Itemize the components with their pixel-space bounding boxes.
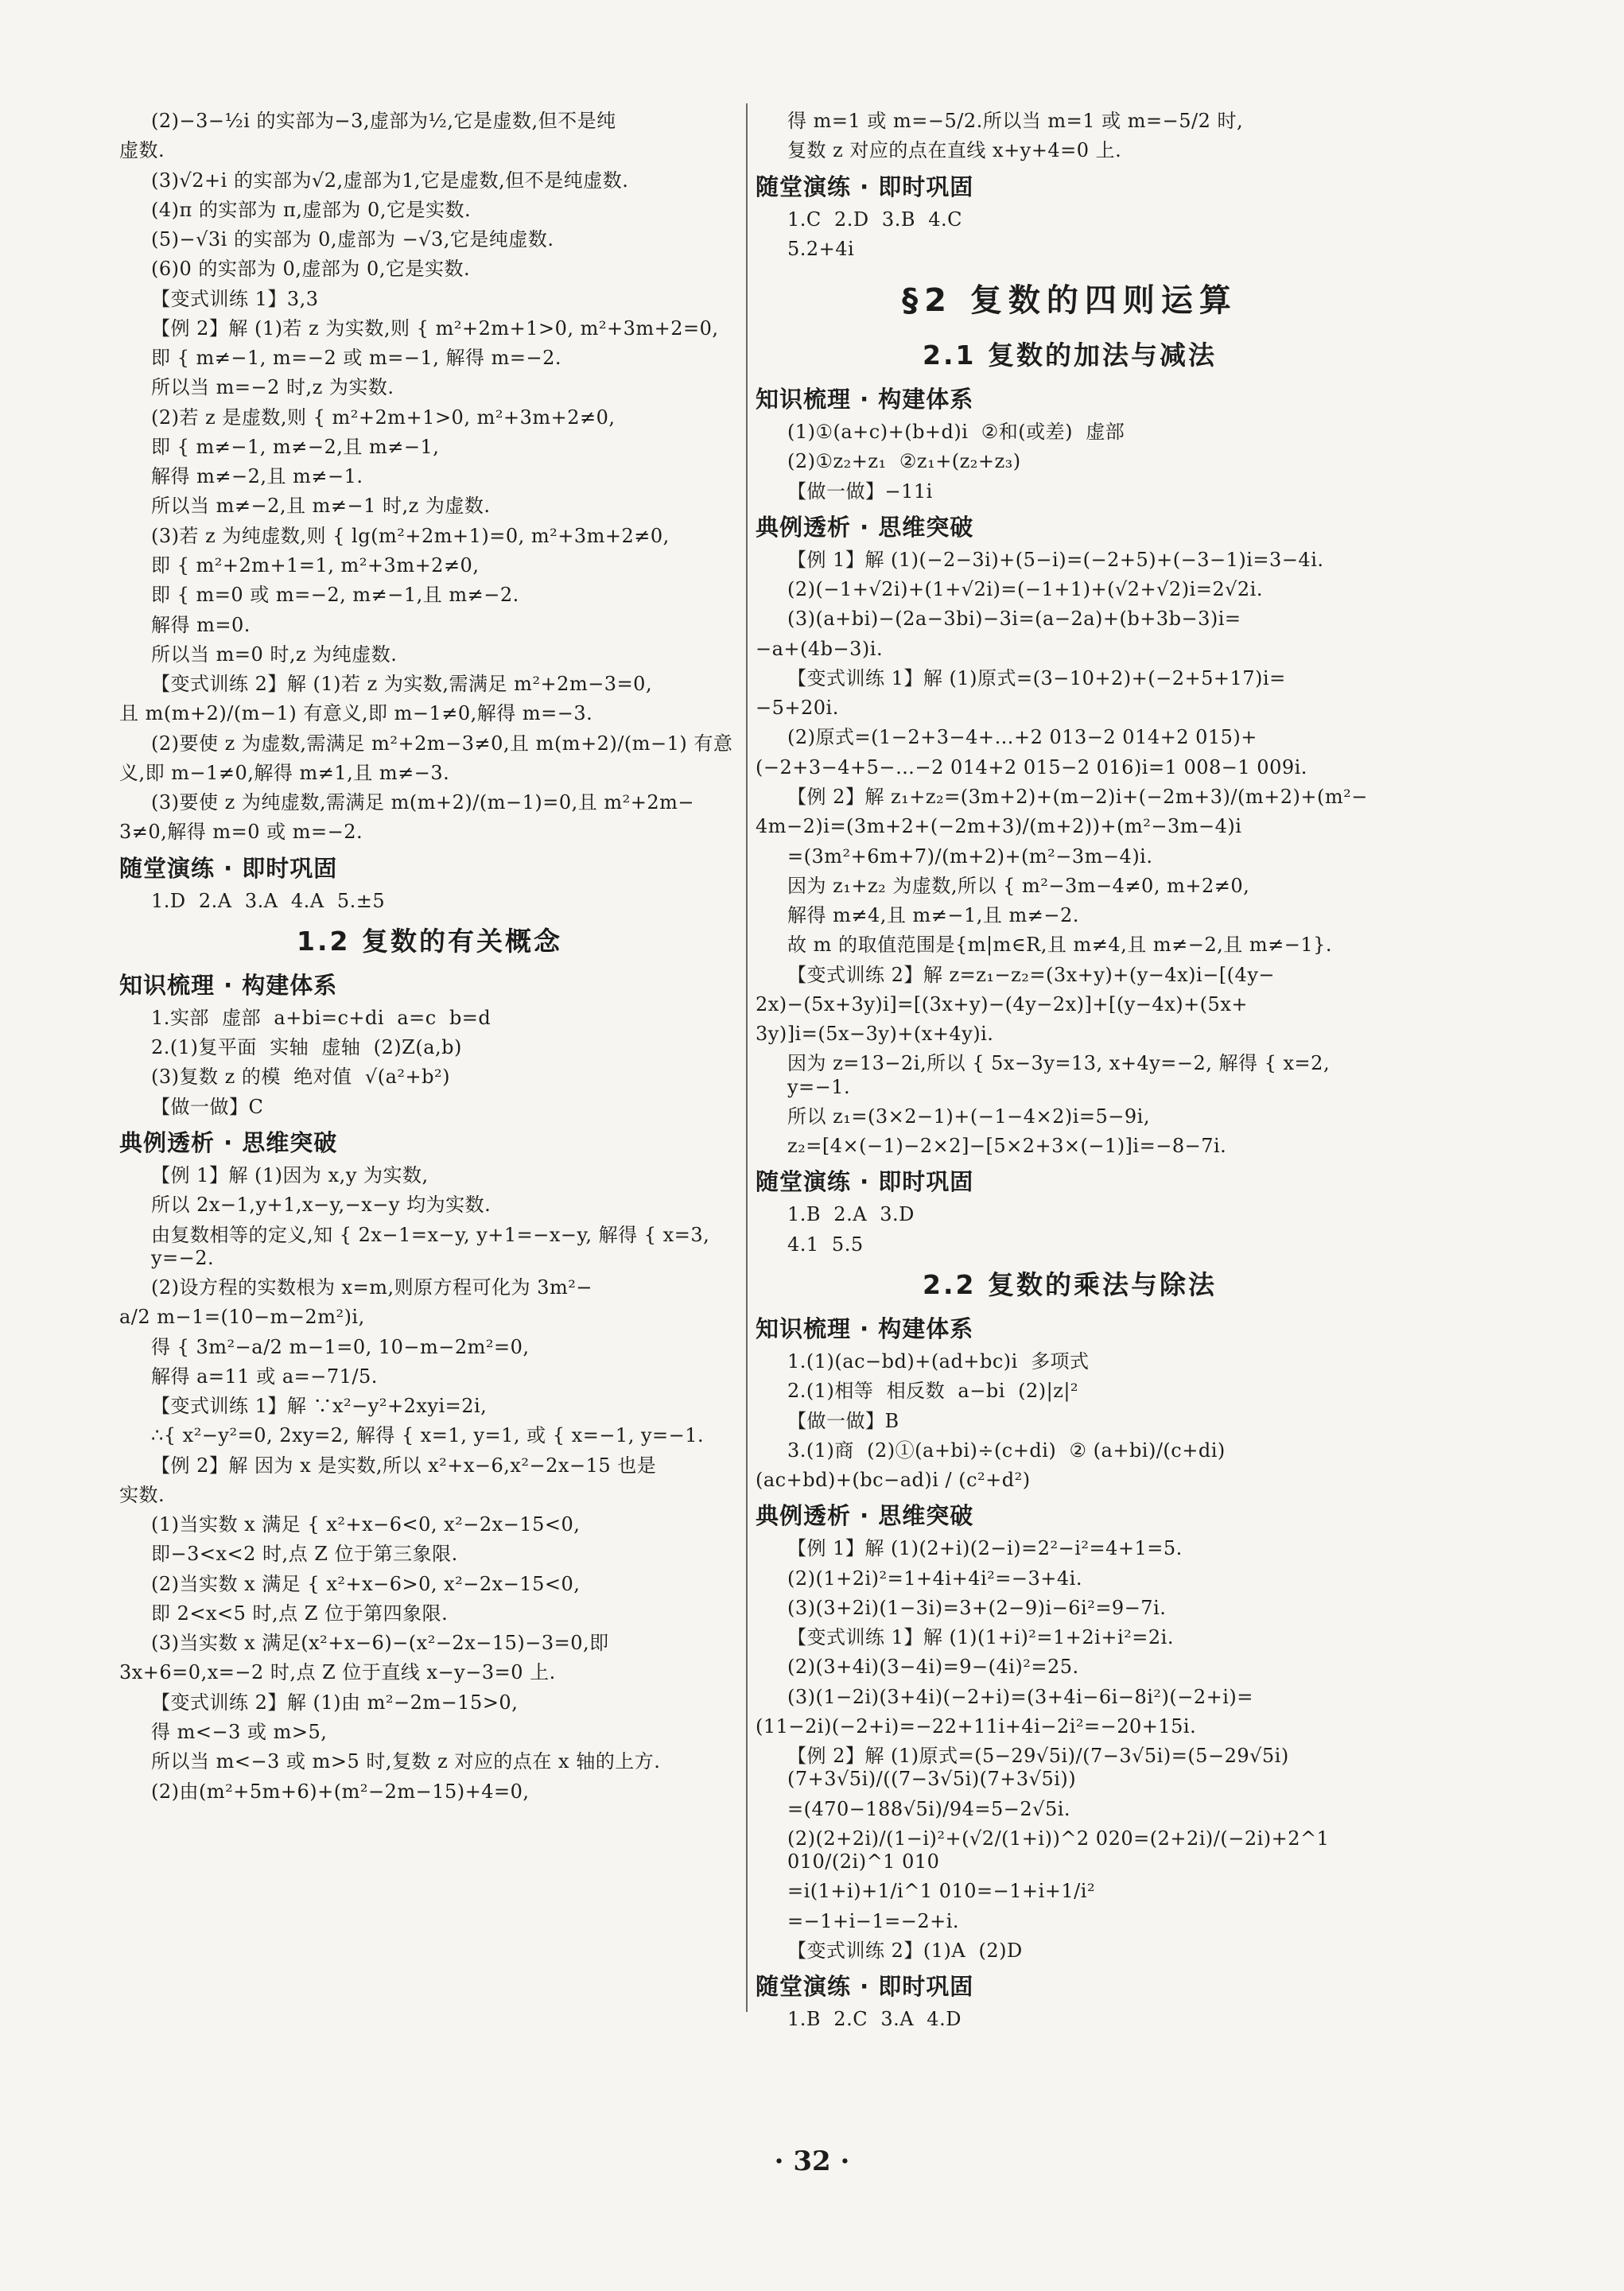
- text-line: 得 { 3m²−a/2 m−1=0, 10−m−2m²=0,: [151, 1335, 530, 1358]
- text-line: (1)①(a+c)+(b+d)i ②和(或差) 虚部: [787, 421, 1125, 444]
- section-heading: 典例透析 · 思维突破: [119, 1128, 338, 1156]
- text-line: 即 2<x<5 时,点 Z 位于第四象限.: [151, 1602, 449, 1625]
- text-line: =(470−188√5i)/94=5−2√5i.: [787, 1797, 1071, 1820]
- text-line: 得 m=1 或 m=−5/2.所以当 m=1 或 m=−5/2 时,: [787, 110, 1244, 132]
- section-heading: 知识梳理 · 构建体系: [119, 971, 338, 999]
- text-line: (3)(a+bi)−(2a−3bi)−3i=(a−2a)+(b+3b−3)i=: [787, 608, 1241, 631]
- text-line: 所以当 m<−3 或 m>5 时,复数 z 对应的点在 x 轴的上方.: [151, 1750, 661, 1773]
- text-line: 1.B 2.C 3.A 4.D: [787, 2008, 962, 2031]
- text-line: 【变式训练 2】解 z=z₁−z₂=(3x+y)+(y−4x)i−[(4y−: [787, 963, 1275, 986]
- text-line: 即 { m≠−1, m=−2 或 m=−1, 解得 m=−2.: [151, 347, 562, 370]
- text-line: 故 m 的取值范围是{m|m∈R,且 m≠4,且 m≠−2,且 m≠−1}.: [787, 934, 1333, 957]
- text-line: =i(1+i)+1/i^1 010=−1+i+1/i²: [787, 1880, 1096, 1903]
- text-line: (2)原式=(1−2+3−4+…+2 013−2 014+2 015)+: [787, 726, 1257, 749]
- text-line: a/2 m−1=(10−m−2m²)i,: [119, 1306, 365, 1329]
- text-line: 【例 1】解 (1)(−2−3i)+(5−i)=(−2+5)+(−3−1)i=3−4i.: [787, 548, 1324, 571]
- text-line: 2.(1)复平面 实轴 虚轴 (2)Z(a,b): [151, 1036, 462, 1059]
- text-line: −a+(4b−3)i.: [756, 637, 884, 660]
- text-line: 由复数相等的定义,知 { 2x−1=x−y, y+1=−x−y, 解得 { x=3, y=−2.: [151, 1223, 717, 1269]
- text-line: 【例 2】解 (1)原式=(5−29√5i)/(7−3√5i)=(5−29√5i)(7+3√5i)/((7−3√5i)(7+3√5i)): [787, 1745, 1289, 1791]
- text-line: (3)复数 z 的模 绝对值 √(a²+b²): [151, 1066, 450, 1089]
- text-line: 所以 2x−1,y+1,x−y,−x−y 均为实数.: [151, 1194, 491, 1217]
- text-line: 虚数.: [119, 139, 165, 162]
- text-line: (2)要使 z 为虚数,需满足 m²+2m−3≠0,且 m(m+2)/(m−1) 有意: [151, 732, 733, 755]
- section-heading: 知识梳理 · 构建体系: [756, 1314, 974, 1342]
- text-line: (2)(3+4i)(3−4i)=9−(4i)²=25.: [787, 1656, 1079, 1679]
- page-number: · 32 ·: [774, 2145, 850, 2177]
- text-line: 因为 z₁+z₂ 为虚数,所以 { m²−3m−4≠0, m+2≠0,: [787, 874, 1250, 897]
- text-line: 即 { m²+2m+1=1, m²+3m+2≠0,: [151, 553, 480, 577]
- text-line: 【例 1】解 (1)因为 x,y 为实数,: [151, 1163, 429, 1186]
- text-line: ∴{ x²−y²=0, 2xy=2, 解得 { x=1, y=1, 或 { x=−1, y=−1.: [151, 1424, 705, 1447]
- text-line: 【做一做】C: [151, 1095, 264, 1118]
- section-heading: 随堂演练 · 即时巩固: [756, 1973, 974, 2001]
- text-line: 【变式训练 1】解 (1)(1+i)²=1+2i+i²=2i.: [787, 1626, 1174, 1649]
- text-line: 3x+6=0,x=−2 时,点 Z 位于直线 x−y−3=0 上.: [119, 1661, 556, 1684]
- text-line: 【例 2】解 (1)若 z 为实数,则 { m²+2m+1>0, m²+3m+2=0,: [151, 316, 719, 340]
- text-line: (ac+bd)+(bc−ad)i / (c²+d²): [756, 1469, 1031, 1492]
- text-line: (2)(1+2i)²=1+4i+4i²=−3+4i.: [787, 1567, 1082, 1590]
- text-line: 【例 1】解 (1)(2+i)(2−i)=2²−i²=4+1=5.: [787, 1537, 1183, 1560]
- section-heading: 随堂演练 · 即时巩固: [119, 854, 338, 882]
- text-line: (5)−√3i 的实部为 0,虚部为 −√3,它是纯虚数.: [151, 228, 554, 251]
- text-line: 所以当 m=−2 时,z 为实数.: [151, 376, 394, 399]
- text-line: (4)π 的实部为 π,虚部为 0,它是实数.: [151, 198, 472, 221]
- text-line: 解得 m≠−2,且 m≠−1.: [151, 465, 363, 488]
- text-line: (2)若 z 是虚数,则 { m²+2m+1>0, m²+3m+2≠0,: [151, 406, 616, 429]
- text-line: 1.B 2.A 3.D: [787, 1203, 915, 1226]
- text-line: 义,即 m−1≠0,解得 m≠1,且 m≠−3.: [119, 761, 450, 784]
- text-line: 1.D 2.A 3.A 4.A 5.±5: [151, 889, 386, 912]
- text-line: 解得 m≠4,且 m≠−1,且 m≠−2.: [787, 904, 1079, 927]
- text-line: 【做一做】−11i: [787, 480, 933, 503]
- text-line: (3)(1−2i)(3+4i)(−2+i)=(3+4i−6i−8i²)(−2+i)=: [787, 1685, 1253, 1708]
- section-heading: 典例透析 · 思维突破: [756, 1502, 974, 1530]
- text-line: (1)当实数 x 满足 { x²+x−6<0, x²−2x−15<0,: [151, 1513, 581, 1536]
- left-column: [119, 110, 740, 1810]
- text-line: 即−3<x<2 时,点 Z 位于第三象限.: [151, 1543, 458, 1566]
- text-line: 【例 2】解 因为 x 是实数,所以 x²+x−6,x²−2x−15 也是: [151, 1454, 657, 1477]
- text-line: 【变式训练 1】解 (1)原式=(3−10+2)+(−2+5+17)i=: [787, 666, 1286, 689]
- text-line: −5+20i.: [756, 697, 839, 720]
- text-line: 5.2+4i: [787, 237, 855, 260]
- text-line: =−1+i−1=−2+i.: [787, 1909, 960, 1932]
- text-line: 解得 m=0.: [151, 613, 251, 636]
- text-line: 即 { m=0 或 m=−2, m≠−1,且 m≠−2.: [151, 584, 519, 607]
- text-line: 且 m(m+2)/(m−1) 有意义,即 m−1≠0,解得 m=−3.: [119, 702, 593, 725]
- text-line: (3)当实数 x 满足(x²+x−6)−(x²−2x−15)−3=0,即: [151, 1632, 609, 1655]
- text-line: 4m−2)i=(3m+2+(−2m+3)/(m+2))+(m²−3m−4)i: [756, 815, 1242, 838]
- text-line: 4.1 5.5: [787, 1233, 864, 1256]
- text-line: 实数.: [119, 1483, 165, 1506]
- text-line: 所以当 m=0 时,z 为纯虚数.: [151, 643, 398, 666]
- text-line: 【变式训练 2】解 (1)若 z 为实数,需满足 m²+2m−3=0,: [151, 673, 653, 696]
- text-line: 3.(1)商 (2)①(a+bi)÷(c+di) ② (a+bi)/(c+di): [787, 1439, 1226, 1462]
- text-line: 所以 z₁=(3×2−1)+(−1−4×2)i=5−9i,: [787, 1105, 1150, 1128]
- text-line: (3)若 z 为纯虚数,则 { lg(m²+2m+1)=0, m²+3m+2≠0,: [151, 524, 670, 547]
- text-line: 解得 a=11 或 a=−71/5.: [151, 1365, 378, 1388]
- text-line: (6)0 的实部为 0,虚部为 0,它是实数.: [151, 258, 471, 281]
- text-line: 2x)−(5x+3y)i]=[(3x+y)−(4y−2x)]+[(y−4x)+(5x+: [756, 992, 1248, 1015]
- text-line: 3≠0,解得 m=0 或 m=−2.: [119, 821, 363, 844]
- text-line: 【变式训练 2】解 (1)由 m²−2m−15>0,: [151, 1691, 519, 1714]
- text-line: 【变式训练 1】解 ∵x²−y²+2xyi=2i,: [151, 1395, 488, 1418]
- text-line: (2)(−1+√2i)+(1+√2i)=(−1+1)+(√2+√2)i=2√2i.: [787, 578, 1263, 601]
- text-line: 2.(1)相等 相反数 a−bi (2)|z|²: [787, 1380, 1079, 1403]
- section-heading: 知识梳理 · 构建体系: [756, 386, 974, 414]
- text-line: 1.C 2.D 3.B 4.C: [787, 208, 962, 231]
- section-heading: 随堂演练 · 即时巩固: [756, 173, 974, 200]
- text-line: 【变式训练 2】(1)A (2)D: [787, 1940, 1023, 1963]
- section-heading: 典例透析 · 思维突破: [756, 513, 974, 541]
- text-line: 得 m<−3 或 m>5,: [151, 1721, 328, 1744]
- text-line: (3)√2+i 的实部为√2,虚部为1,它是虚数,但不是纯虚数.: [151, 169, 629, 192]
- text-line: 因为 z=13−2i,所以 { 5x−3y=13, x+4y=−2, 解得 { x=2, y=−1.: [787, 1052, 1337, 1098]
- text-line: 所以当 m≠−2,且 m≠−1 时,z 为虚数.: [151, 495, 491, 518]
- text-line: (2)当实数 x 满足 { x²+x−6>0, x²−2x−15<0,: [151, 1572, 581, 1595]
- right-column: [756, 110, 1384, 2038]
- text-line: (2)由(m²+5m+6)+(m²−2m−15)+4=0,: [151, 1780, 530, 1803]
- text-line: (11−2i)(−2+i)=−22+11i+4i−2i²=−20+15i.: [756, 1714, 1197, 1738]
- chapter-title: §2 复数的四则运算: [902, 282, 1237, 320]
- text-line: =(3m²+6m+7)/(m+2)+(m²−3m−4)i.: [787, 845, 1153, 868]
- text-line: z₂=[4×(−1)−2×2]−[5×2+3×(−1)]i=−8−7i.: [787, 1135, 1227, 1158]
- text-line: 【变式训练 1】3,3: [151, 287, 319, 310]
- subsection-title: 2.1 复数的加法与减法: [923, 340, 1217, 371]
- column-divider: [746, 103, 748, 2012]
- section-heading: 随堂演练 · 即时巩固: [756, 1168, 974, 1196]
- text-line: 3y)]i=(5x−3y)+(x+4y)i.: [756, 1023, 994, 1046]
- text-line: (3)要使 z 为纯虚数,需满足 m(m+2)/(m−1)=0,且 m²+2m−: [151, 791, 694, 814]
- subsection-title: 2.2 复数的乘法与除法: [923, 1268, 1217, 1300]
- text-line: 1.实部 虚部 a+bi=c+di a=c b=d: [151, 1006, 491, 1029]
- text-line: 【例 2】解 z₁+z₂=(3m+2)+(m−2)i+(−2m+3)/(m+2)+(m²−: [787, 785, 1368, 808]
- text-line: 1.(1)(ac−bd)+(ad+bc)i 多项式: [787, 1349, 1090, 1373]
- text-line: (2)−3−½i 的实部为−3,虚部为½,它是虚数,但不是纯: [151, 110, 616, 132]
- text-line: (−2+3−4+5−…−2 014+2 015−2 016)i=1 008−1 009i.: [756, 755, 1307, 779]
- text-line: 【做一做】B: [787, 1409, 899, 1432]
- text-line: 复数 z 对应的点在直线 x+y+4=0 上.: [787, 139, 1122, 162]
- text-line: (2)(2+2i)/(1−i)²+(√2/(1+i))^2 020=(2+2i)/(−2i)+2^1 010/(2i)^1 010: [787, 1827, 1336, 1874]
- text-line: (2)设方程的实数根为 x=m,则原方程可化为 3m²−: [151, 1276, 593, 1299]
- text-line: (2)①z₂+z₁ ②z₁+(z₂+z₃): [787, 450, 1021, 473]
- text-line: 即 { m≠−1, m≠−2,且 m≠−1,: [151, 435, 440, 458]
- subsection-title: 1.2 复数的有关概念: [297, 925, 562, 957]
- text-line: (3)(3+2i)(1−3i)=3+(2−9)i−6i²=9−7i.: [787, 1596, 1167, 1619]
